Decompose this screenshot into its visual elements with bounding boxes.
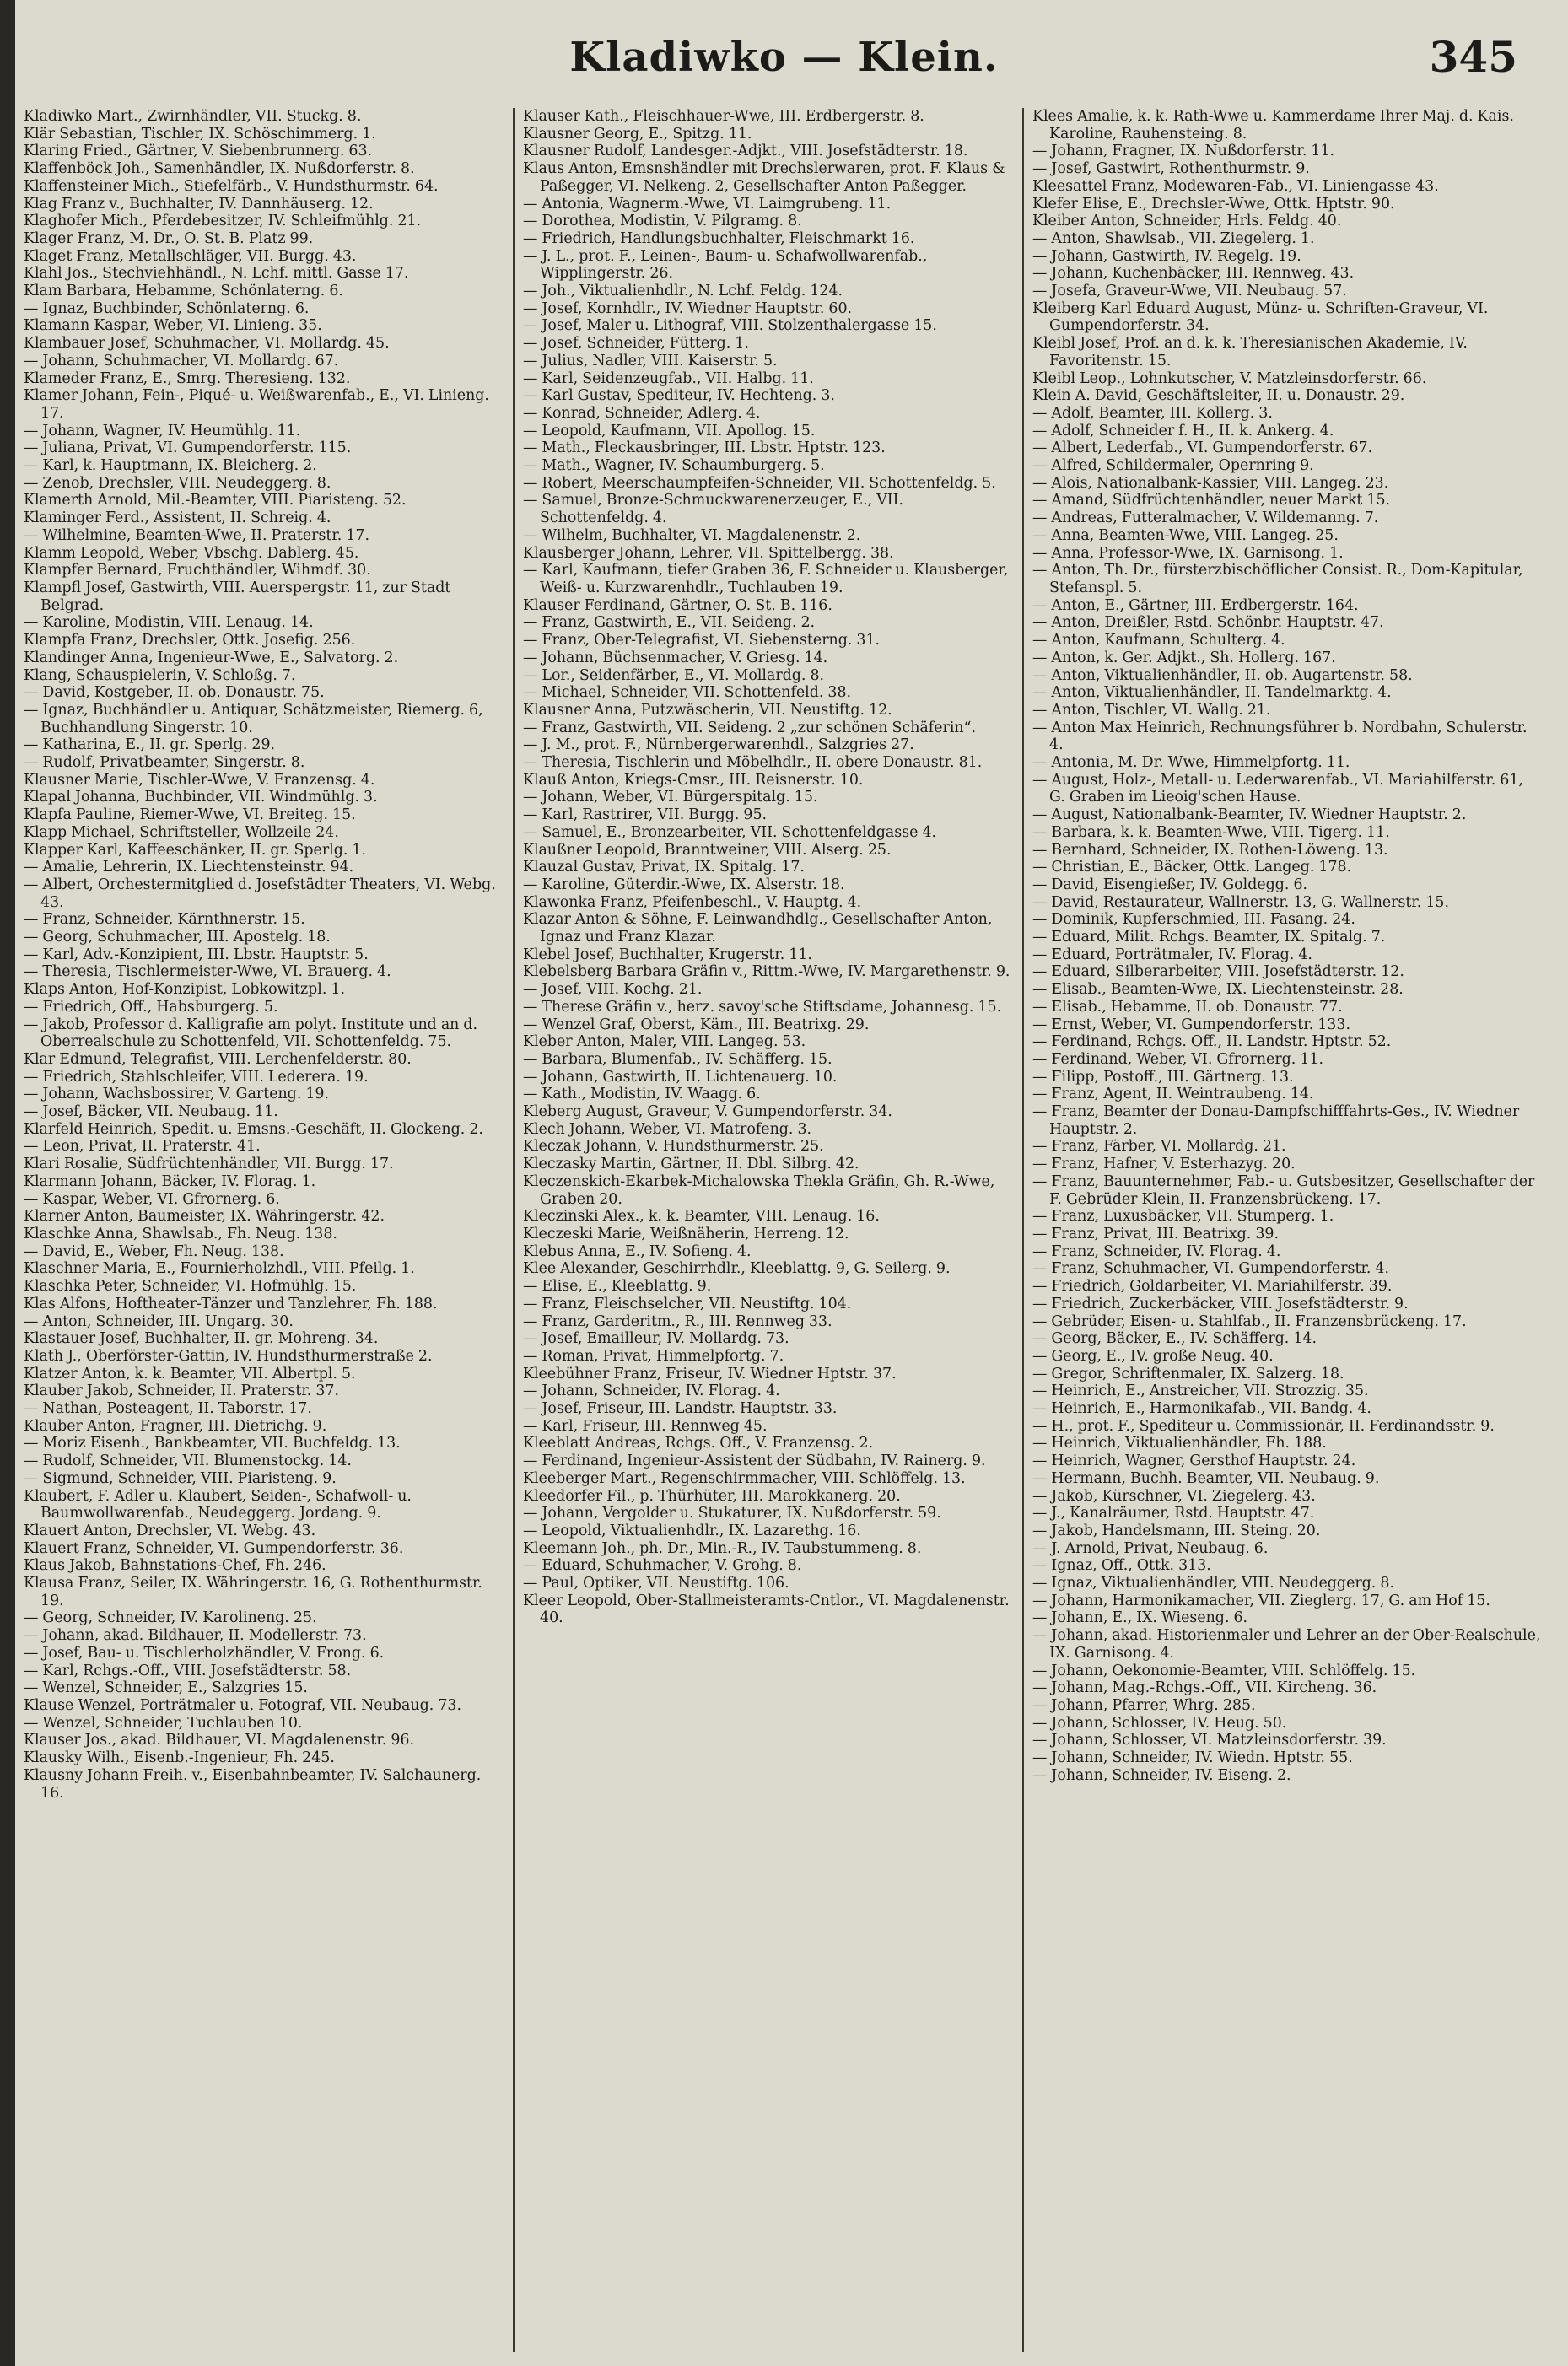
directory-entry: — Josefa, Graveur-Wwe, VII. Neubaug. 57. <box>1032 283 1347 300</box>
directory-entry: Klär Sebastian, Tischler, IX. Schöschimmerg. 1. <box>24 125 376 143</box>
directory-entry: — Michael, Schneider, VII. Schottenfeld. 38. <box>523 684 852 702</box>
directory-entry: Klaminger Ferd., Assistent, II. Schreig. 4. <box>24 509 331 527</box>
directory-entry: — Joh., Viktualienhdlr., N. Lchf. Feldg. 124. <box>523 283 843 300</box>
directory-entry: — Barbara, k. k. Beamten-Wwe, VIII. Tigerg. 11. <box>1032 823 1390 841</box>
directory-entry: Klee Alexander, Geschirrhdlr., Kleeblattg. 9, G. Seilerg. 9. <box>523 1260 951 1278</box>
directory-entry: — Dominik, Kupferschmied, III. Fasang. 24. <box>1032 911 1355 929</box>
page-header <box>0 25 1568 93</box>
directory-entry: Klam Barbara, Hebamme, Schönlaterng. 6. <box>24 283 343 300</box>
directory-entry: — Karl, Seidenzeugfab., VII. Halbg. 11. <box>523 369 814 387</box>
directory-entry: — Karl, Friseur, III. Rennweg 45. <box>523 1417 768 1435</box>
directory-entry: — Johann, Gastwirth, II. Lichtenauerg. 10. <box>523 1068 838 1086</box>
directory-entry: — Bernhard, Schneider, IX. Rothen-Löweng. 13. <box>1032 841 1388 859</box>
directory-entry: — Johann, Schneider, IV. Wiedn. Hptstr. 55. <box>1032 1749 1353 1767</box>
directory-entry: — Heinrich, E., Anstreicher, VII. Strozzig. 35. <box>1032 1382 1369 1400</box>
directory-entry: — Josef, Maler u. Lithograf, VIII. Stolzenthalergasse 15. <box>523 317 937 335</box>
directory-entry: — Johann, Büchsenmacher, V. Griesg. 14. <box>523 649 828 666</box>
directory-entry: — Josef, Bau- u. Tischlerholzhändler, V. Frong. 6. <box>24 1644 385 1662</box>
directory-entry: Klazar Anton & Söhne, F. Leinwandhdlg., Gesellschafter Anton, Ignaz und Franz Klazar. <box>523 911 993 946</box>
directory-entry: — Lor., Seidenfärber, E., VI. Mollardg. 8. <box>523 666 825 684</box>
directory-entry: Klebel Josef, Buchhalter, Krugerstr. 11. <box>523 946 812 963</box>
column-rule <box>1022 108 1024 2352</box>
directory-entry: — Albert, Lederfab., VI. Gumpendorferstr. 67. <box>1032 439 1373 457</box>
directory-entry: — Franz, Fleischselcher, VII. Neustiftg. 104. <box>523 1295 852 1312</box>
directory-entry: — Karl, Rchgs.-Off., VIII. Josefstädterstr. 58. <box>24 1662 352 1679</box>
directory-entry: — Friedrich, Goldarbeiter, VI. Mariahilferstr. 39. <box>1032 1278 1393 1296</box>
directory-entry: — Adolf, Schneider f. H., II. k. Ankerg. 4. <box>1032 422 1334 439</box>
directory-entry: — Franz, Luxusbäcker, VII. Stumperg. 1. <box>1032 1208 1334 1226</box>
directory-entry: — Eduard, Schuhmacher, V. Grohg. 8. <box>523 1557 802 1575</box>
directory-entry: — Theresia, Tischlermeister-Wwe, VI. Brauerg. 4. <box>24 963 391 981</box>
directory-entry: — Jakob, Kürschner, VI. Ziegelerg. 43. <box>1032 1487 1316 1505</box>
directory-entry: — Math., Fleckausbringer, III. Lbstr. Hptstr. 123. <box>523 439 886 457</box>
directory-entry: — Alfred, Schildermaler, Opernring 9. <box>1032 457 1314 475</box>
directory-entry: — Franz, Schuhmacher, VI. Gumpendorferstr. 4. <box>1032 1260 1389 1278</box>
directory-entry: — Wilhelmine, Beamten-Wwe, II. Praterstr. 17. <box>24 526 370 544</box>
directory-entry: — Wenzel Graf, Oberst, Käm., III. Beatrixg. 29. <box>523 1016 870 1033</box>
directory-entry: — Leon, Privat, II. Praterstr. 41. <box>24 1138 261 1156</box>
directory-entry: — Johann, Wagner, IV. Heumühlg. 11. <box>24 422 301 439</box>
directory-entry: Klaps Anton, Hof-Konzipist, Lobkowitzpl. 1. <box>24 981 345 999</box>
directory-entry: — Friedrich, Zuckerbäcker, VIII. Josefstädterstr. 9. <box>1032 1295 1409 1312</box>
directory-entry: — Ignaz, Off., Ottk. 313. <box>1032 1557 1211 1575</box>
directory-entry: — Georg, E., IV. große Neug. 40. <box>1032 1347 1274 1365</box>
directory-entry: — Karl Gustav, Spediteur, IV. Hechteng. 3. <box>523 387 835 405</box>
directory-entry: — Franz, Agent, II. Weintraubeng. 14. <box>1032 1086 1314 1103</box>
directory-entry: Klampfer Bernard, Fruchthändler, Wihmdf. 30. <box>24 562 371 579</box>
directory-entry: — Amand, Südfrüchtenhändler, neuer Markt 15. <box>1032 492 1391 509</box>
directory-entry: — Sigmund, Schneider, VIII. Piaristeng. 9. <box>24 1469 337 1487</box>
directory-entry: — Eduard, Milit. Rchgs. Beamter, IX. Spitalg. 7. <box>1032 929 1386 946</box>
directory-entry: — Albert, Orchestermitglied d. Josefstädter Theaters, VI. Webg. 43. <box>24 876 496 911</box>
directory-entry: Klaghofer Mich., Pferdebesitzer, IV. Schleifmühlg. 21. <box>24 213 422 230</box>
directory-entry: — Anton, Kaufmann, Schulterg. 4. <box>1032 632 1285 649</box>
directory-entry: Klang, Schauspielerin, V. Schloßg. 7. <box>24 666 296 684</box>
directory-entry: — Filipp, Postoff., III. Gärtnerg. 13. <box>1032 1068 1294 1086</box>
directory-entry: — Alois, Nationalbank-Kassier, VIII. Langeg. 23. <box>1032 474 1389 492</box>
directory-entry: — Anton, Th. Dr., fürsterzbischöflicher Consist. R., Dom-Kapitular, Stefanspl. 5. <box>1032 562 1523 596</box>
directory-entry: — Karoline, Güterdir.-Wwe, IX. Alserstr. 18. <box>523 876 845 893</box>
directory-entry: — Friedrich, Handlungsbuchhalter, Fleischmarkt 16. <box>523 229 915 247</box>
directory-entry: Klausberger Johann, Lehrer, VII. Spittelbergg. 38. <box>523 544 894 562</box>
directory-entry: — Jakob, Professor d. Kalligrafie am polyt. Institute und an d. Oberrealschule zu Schottenfeld, VII. Schottenfeldg. 75. <box>24 1016 478 1051</box>
directory-entry: Kleebühner Franz, Friseur, IV. Wiedner Hptstr. 37. <box>523 1365 897 1382</box>
directory-entry: — Adolf, Beamter, III. Kollerg. 3. <box>1032 404 1273 422</box>
directory-entry: — Katharina, E., II. gr. Sperlg. 29. <box>24 736 276 754</box>
directory-entry: — Franz, Hafner, V. Esterhazyg. 20. <box>1032 1156 1296 1173</box>
directory-entry: — Anton, Viktualienhändler, II. ob. Augartenstr. 58. <box>1032 666 1413 684</box>
directory-entry: — Theresia, Tischlerin und Möbelhdlr., II. obere Donaustr. 81. <box>523 754 983 772</box>
directory-entry: — Georg, Schneider, IV. Karolineng. 25. <box>24 1609 317 1627</box>
directory-entry: — Amalie, Lehrerin, IX. Liechtensteinstr. 94. <box>24 859 354 876</box>
directory-entry: — David, E., Weber, Fh. Neug. 138. <box>24 1242 284 1260</box>
directory-entry: — Anna, Beamten-Wwe, VIII. Langeg. 25. <box>1032 526 1339 544</box>
directory-entry: — Rudolf, Privatbeamter, Singerstr. 8. <box>24 754 305 772</box>
column-rule <box>513 108 515 2352</box>
directory-entry: — Wilhelm, Buchhalter, VI. Magdalenenstr. 2. <box>523 526 861 544</box>
directory-entry: — Barbara, Blumenfab., IV. Schäfferg. 15. <box>523 1050 832 1068</box>
directory-entry: — Friedrich, Off., Habsburgerg. 5. <box>24 998 278 1016</box>
directory-entry: Klampfa Franz, Drechsler, Ottk. Josefig. 256. <box>24 632 356 649</box>
directory-entry: — Gregor, Schriftenmaler, IX. Salzerg. 18. <box>1032 1365 1344 1382</box>
directory-entry: — Heinrich, Viktualienhändler, Fh. 188. <box>1032 1435 1327 1452</box>
directory-entry: — Zenob, Drechsler, VIII. Neudeggerg. 8. <box>24 474 331 492</box>
directory-entry: — Wenzel, Schneider, E., Salzgries 15. <box>24 1679 308 1697</box>
directory-entry: — Johann, Fragner, IX. Nußdorferstr. 11. <box>1032 143 1335 160</box>
column-1 <box>24 108 503 2352</box>
directory-entry: Klag Franz v., Buchhalter, IV. Dannhäuserg. 12. <box>24 195 374 213</box>
directory-entry: Kleibl Leop., Lohnkutscher, V. Matzleinsdorferstr. 66. <box>1032 369 1427 387</box>
directory-entry: Klaschke Anna, Shawlsab., Fh. Neug. 138. <box>24 1226 337 1242</box>
directory-entry: Klath J., Oberförster-Gattin, IV. Hundsthurmerstraße 2. <box>24 1347 433 1365</box>
directory-entry: — Josef, Emailleur, IV. Mollardg. 73. <box>523 1330 789 1348</box>
directory-entry: — Leopold, Kaufmann, VII. Apollog. 15. <box>523 422 816 439</box>
directory-entry: — August, Nationalbank-Beamter, IV. Wiedner Hauptstr. 2. <box>1032 806 1467 824</box>
directory-entry: — Samuel, Bronze-Schmuckwarenerzeuger, E., VII. Schottenfeldg. 4. <box>523 492 904 527</box>
directory-entry: — Dorothea, Modistin, V. Pilgramg. 8. <box>523 213 802 230</box>
directory-entry: — Johann, Schneider, IV. Florag. 4. <box>523 1382 780 1400</box>
directory-entry: — Franz, Gastwirth, VII. Seideng. 2 „zur schönen Schäferin“. <box>523 719 977 736</box>
directory-entry: Kleczasky Martin, Gärtner, II. Dbl. Silbrg. 42. <box>523 1156 859 1173</box>
directory-entry: — Franz, Ober-Telegrafist, VI. Siebensterng. 31. <box>523 632 881 649</box>
directory-entry: — Karoline, Modistin, VIII. Lenaug. 14. <box>24 614 314 632</box>
directory-entry: Kladiwko Mart., Zwirnhändler, VII. Stuckg. 8. <box>24 108 362 125</box>
directory-entry: — Johann, akad. Historienmaler und Lehrer an der Ober-Realschule, IX. Garnisong. 4. <box>1032 1627 1541 1662</box>
directory-columns <box>24 108 1542 2352</box>
directory-entry: — Juliana, Privat, VI. Gumpendorferstr. 115. <box>24 439 352 457</box>
directory-entry: Klaus Jakob, Bahnstations-Chef, Fh. 246. <box>24 1557 326 1575</box>
directory-entry: — Therese Gräfin v., herz. savoy'sche Stiftsdame, Johannesg. 15. <box>523 998 1002 1016</box>
directory-entry: — Anton, E., Gärtner, III. Erdbergerstr. 164. <box>1032 596 1359 614</box>
directory-entry: Klapp Michael, Schriftsteller, Wollzeile 24. <box>24 823 339 841</box>
directory-entry: Klager Franz, M. Dr., O. St. B. Platz 99. <box>24 229 314 247</box>
directory-entry: Klaußner Leopold, Branntweiner, VIII. Alserg. 25. <box>523 841 892 859</box>
directory-entry: — Elisab., Hebamme, II. ob. Donaustr. 77. <box>1032 998 1343 1016</box>
directory-entry: — Elise, E., Kleeblattg. 9. <box>523 1278 712 1296</box>
directory-entry: Klausner Anna, Putzwäscherin, VII. Neustiftg. 12. <box>523 701 892 719</box>
directory-entry: Klauert Anton, Drechsler, VI. Webg. 43. <box>24 1522 316 1539</box>
directory-entry: Klahl Jos., Stechviehhändl., N. Lchf. mittl. Gasse 17. <box>24 265 409 283</box>
directory-entry: — Julius, Nadler, VIII. Kaiserstr. 5. <box>523 352 778 369</box>
directory-entry: Klauber Anton, Fragner, III. Dietrichg. 9. <box>24 1417 327 1435</box>
directory-entry: — Rudolf, Schneider, VII. Blumenstockg. 14. <box>24 1452 352 1470</box>
directory-entry: Klamann Kaspar, Weber, VI. Linieng. 35. <box>24 317 322 335</box>
directory-entry: Klaubert, F. Adler u. Klaubert, Seiden-, Schafwoll- u. Baumwollwarenfab., Neudeggerg. Jordang. 9. <box>24 1487 412 1523</box>
directory-entry: Kleedorfer Fil., p. Thürhüter, III. Marokkanerg. 20. <box>523 1487 901 1505</box>
directory-entry: Klaschner Maria, E., Fournierholzhdl., VIII. Pfeilg. 1. <box>24 1260 415 1278</box>
directory-entry: — Kath., Modistin, IV. Waagg. 6. <box>523 1086 761 1103</box>
directory-entry: Klauser Ferdinand, Gärtner, O. St. B. 116. <box>523 596 832 614</box>
directory-entry: Klampfl Josef, Gastwirth, VIII. Auerspergstr. 11, zur Stadt Belgrad. <box>24 579 451 614</box>
directory-entry: — Karl, Adv.-Konzipient, III. Lbstr. Hauptstr. 5. <box>24 946 369 963</box>
directory-entry: — Heinrich, E., Harmonikafab., VII. Bandg. 4. <box>1032 1400 1371 1418</box>
directory-entry: — Ferdinand, Rchgs. Off., II. Landstr. Hptstr. 52. <box>1032 1033 1392 1051</box>
directory-entry: — Anton, k. Ger. Adjkt., Sh. Hollerg. 167. <box>1032 649 1336 666</box>
running-head: Kladiwko — Klein. <box>569 34 999 81</box>
directory-entry: Kleczenskich-Ekarbek-Michalowska Thekla Gräfin, Gh. R.-Wwe, Graben 20. <box>523 1172 995 1208</box>
directory-entry: Klamerth Arnold, Mil.-Beamter, VIII. Piaristeng. 52. <box>24 492 407 509</box>
directory-entry: Klees Amalie, k. k. Rath-Wwe u. Kammerdame Ihrer Maj. d. Kais. Karoline, Rauhensteing. 8. <box>1032 108 1514 143</box>
directory-entry: — Andreas, Futteralmacher, V. Wildemanng. 7. <box>1032 509 1379 527</box>
directory-entry: Kleczinski Alex., k. k. Beamter, VIII. Lenaug. 16. <box>523 1208 880 1226</box>
directory-entry: — Josef, VIII. Kochg. 21. <box>523 981 703 999</box>
directory-entry: Kleemann Joh., ph. Dr., Min.-R., IV. Taubstummeng. 8. <box>523 1539 922 1557</box>
directory-entry: Klar Edmund, Telegrafist, VIII. Lerchenfelderstr. 80. <box>24 1050 412 1068</box>
directory-entry: — Ignaz, Buchbinder, Schönlaterng. 6. <box>24 299 310 317</box>
directory-entry: Klausky Wilh., Eisenb.-Ingenieur, Fh. 245. <box>24 1749 335 1767</box>
directory-entry: — Karl, Rastrirer, VII. Burgg. 95. <box>523 806 768 824</box>
directory-entry: Klaffenböck Joh., Samenhändler, IX. Nußdorferstr. 8. <box>24 160 415 178</box>
directory-entry: — Anton, Shawlsab., VII. Ziegelerg. 1. <box>1032 229 1315 247</box>
directory-entry: — Johann, Kuchenbäcker, III. Rennweg. 43. <box>1032 265 1355 283</box>
directory-entry: Klauser Jos., akad. Bildhauer, VI. Magdalenenstr. 96. <box>24 1732 415 1749</box>
directory-entry: — Franz, Privat, III. Beatrixg. 39. <box>1032 1226 1280 1242</box>
directory-entry: — Franz, Gastwirth, E., VII. Seideng. 2. <box>523 614 816 632</box>
directory-entry: — Anton, Schneider, III. Ungarg. 30. <box>24 1312 294 1330</box>
directory-entry: — Heinrich, Wagner, Gersthof Hauptstr. 24. <box>1032 1452 1356 1470</box>
directory-entry: — Johann, Oekonomie-Beamter, VIII. Schlöffelg. 15. <box>1032 1662 1416 1679</box>
directory-entry: — August, Holz-, Metall- u. Lederwarenfab., VI. Mariahilferstr. 61, G. Graben im Lieoig'schen Hause. <box>1032 771 1523 806</box>
directory-entry: — Karl, k. Hauptmann, IX. Bleicherg. 2. <box>24 457 317 475</box>
directory-entry: Klebelsberg Barbara Gräfin v., Rittm.-Wwe, IV. Margarethenstr. 9. <box>523 963 1010 981</box>
directory-entry: Klameder Franz, E., Smrg. Theresieng. 132. <box>24 369 351 387</box>
directory-entry: Klauert Franz, Schneider, VI. Gumpendorferstr. 36. <box>24 1539 404 1557</box>
directory-entry: — Georg, Schuhmacher, III. Apostelg. 18. <box>24 929 331 946</box>
directory-entry: Klarmann Johann, Bäcker, IV. Florag. 1. <box>24 1172 316 1190</box>
directory-entry: Kleesattel Franz, Modewaren-Fab., VI. Liniengasse 43. <box>1032 177 1439 195</box>
directory-entry: — Roman, Privat, Himmelpfortg. 7. <box>523 1347 784 1365</box>
directory-entry: — J., Kanalräumer, Rstd. Hauptstr. 47. <box>1032 1505 1315 1523</box>
directory-entry: Klein A. David, Geschäftsleiter, II. u. Donaustr. 29. <box>1032 387 1405 405</box>
directory-entry: — Johann, Schuhmacher, VI. Mollardg. 67. <box>24 352 339 369</box>
directory-entry: — Gebrüder, Eisen- u. Stahlfab., II. Franzensbrückeng. 17. <box>1032 1312 1467 1330</box>
directory-entry: — Moriz Eisenh., Bankbeamter, VII. Buchfeldg. 13. <box>24 1435 401 1452</box>
directory-entry: — Friedrich, Stahlschleifer, VIII. Lederera. 19. <box>24 1068 369 1086</box>
directory-entry: Klaschka Peter, Schneider, VI. Hofmühlg. 15. <box>24 1278 357 1296</box>
directory-entry: Klausny Johann Freih. v., Eisenbahnbeamter, IV. Salchaunerg. 16. <box>24 1766 482 1802</box>
directory-entry: — Anton Max Heinrich, Rechnungsführer b. Nordbahn, Schulerstr. 4. <box>1032 719 1528 754</box>
directory-entry: — Josef, Bäcker, VII. Neubaug. 11. <box>24 1103 278 1121</box>
directory-entry: — Jakob, Handelsmann, III. Steing. 20. <box>1032 1522 1321 1539</box>
directory-entry: Klebus Anna, E., IV. Sofieng. 4. <box>523 1242 752 1260</box>
directory-entry: Klaffensteiner Mich., Stiefelfärb., V. Hundsthurmstr. 64. <box>24 177 439 195</box>
directory-entry: Klas Alfons, Hoftheater-Tänzer und Tanzlehrer, Fh. 188. <box>24 1295 438 1312</box>
directory-entry: — H., prot. F., Spediteur u. Commissionär, II. Ferdinandsstr. 9. <box>1032 1417 1495 1435</box>
directory-entry: — Josef, Gastwirt, Rothenthurmstr. 9. <box>1032 160 1310 178</box>
directory-entry: Klandinger Anna, Ingenieur-Wwe, E., Salvatorg. 2. <box>24 649 399 666</box>
directory-entry: — Paul, Optiker, VII. Neustiftg. 106. <box>523 1575 789 1593</box>
directory-entry: — Hermann, Buchh. Beamter, VII. Neubaug. 9. <box>1032 1469 1380 1487</box>
directory-entry: — Ferdinand, Ingenieur-Assistent der Südbahn, IV. Rainerg. 9. <box>523 1452 986 1470</box>
directory-entry: — Josef, Schneider, Fütterg. 1. <box>523 335 749 353</box>
directory-entry: — Franz, Färber, VI. Mollardg. 21. <box>1032 1138 1286 1156</box>
directory-entry: Kleeblatt Andreas, Rchgs. Off., V. Franzensg. 2. <box>523 1435 874 1452</box>
directory-entry: — Johann, Vergolder u. Stukaturer, IX. Nußdorferstr. 59. <box>523 1505 941 1523</box>
directory-entry: — Elisab., Beamten-Wwe, IX. Liechtensteinstr. 28. <box>1032 981 1404 999</box>
directory-entry: — Johann, Mag.-Rchgs.-Off., VII. Kircheng. 36. <box>1032 1679 1377 1697</box>
directory-entry: Klefer Elise, E., Drechsler-Wwe, Ottk. Hptstr. 90. <box>1032 195 1395 213</box>
directory-entry: Klech Johann, Weber, VI. Matrofeng. 3. <box>523 1120 812 1138</box>
directory-entry: — Math., Wagner, IV. Schaumburgerg. 5. <box>523 457 825 475</box>
directory-entry: Klamm Leopold, Weber, Vbschg. Dablerg. 45. <box>24 544 359 562</box>
directory-entry: — Georg, Bäcker, E., IV. Schäfferg. 14. <box>1032 1330 1317 1348</box>
directory-entry: — Ernst, Weber, VI. Gumpendorferstr. 133. <box>1032 1016 1350 1033</box>
directory-entry: Kleczeski Marie, Weißnäherin, Herreng. 12. <box>523 1226 849 1242</box>
column-3 <box>1032 108 1542 2352</box>
directory-entry: Klausner Rudolf, Landesger.-Adjkt., VIII. Josefstädterstr. 18. <box>523 143 968 160</box>
directory-entry: — Franz, Bauunternehmer, Fab.- u. Gutsbesitzer, Gesellschafter der F. Gebrüder Klein, II. Franzensbrückeng. 17. <box>1032 1172 1535 1208</box>
directory-entry: — Johann, Schlosser, VI. Matzleinsdorferstr. 39. <box>1032 1732 1387 1749</box>
directory-entry: Kleer Leopold, Ober-Stallmeisteramts-Cntlor., VI. Magdalenenstr. 40. <box>523 1592 1010 1627</box>
directory-entry: — Josef, Kornhdlr., IV. Wiedner Hauptstr. 60. <box>523 299 853 317</box>
directory-entry: Klatzer Anton, k. k. Beamter, VII. Albertpl. 5. <box>24 1365 356 1382</box>
directory-entry: Klauß Anton, Kriegs-Cmsr., III. Reisnerstr. 10. <box>523 771 864 789</box>
directory-entry: — Robert, Meerschaumpfeifen-Schneider, VII. Schottenfeldg. 5. <box>523 474 996 492</box>
directory-entry: Klastauer Josef, Buchhalter, II. gr. Mohreng. 34. <box>24 1330 379 1348</box>
directory-entry: — Franz, Schneider, Kärnthnerstr. 15. <box>24 911 305 929</box>
directory-entry: — Anton, Tischler, VI. Wallg. 21. <box>1032 701 1271 719</box>
directory-entry: — Johann, Wachsbossirer, V. Garteng. 19. <box>24 1086 330 1103</box>
directory-entry: — Josef, Friseur, III. Landstr. Hauptstr. 33. <box>523 1400 838 1418</box>
directory-entry: — Johann, Schlosser, IV. Heug. 50. <box>1032 1714 1287 1732</box>
directory-entry: Klausa Franz, Seiler, IX. Währingerstr. 16, G. Rothenthurmstr. 19. <box>24 1575 482 1609</box>
directory-entry: Kleber Anton, Maler, VIII. Langeg. 53. <box>523 1033 806 1051</box>
column-2 <box>523 108 1012 2352</box>
directory-entry: — Franz, Schneider, IV. Florag. 4. <box>1032 1242 1281 1260</box>
directory-entry: — Franz, Beamter der Donau-Dampfschifffahrts-Ges., IV. Wiedner Hauptstr. 2. <box>1032 1103 1520 1138</box>
directory-entry: Kleeberger Mart., Regenschirmmacher, VIII. Schlöffelg. 13. <box>523 1469 966 1487</box>
directory-entry: — Ignaz, Buchhändler u. Antiquar, Schätzmeister, Riemerg. 6, Buchhandlung Singerstr. 10. <box>24 701 483 736</box>
directory-entry: — Johann, Harmonikamacher, VII. Zieglerg. 17, G. am Hof 15. <box>1032 1592 1490 1609</box>
directory-entry: Kleczak Johann, V. Hundsthurmerstr. 25. <box>523 1138 824 1156</box>
page-number: 345 <box>1429 32 1517 82</box>
directory-entry: — Konrad, Schneider, Adlerg. 4. <box>523 404 761 422</box>
directory-entry: Klambauer Josef, Schuhmacher, VI. Mollardg. 45. <box>24 335 390 353</box>
directory-entry: — Johann, Weber, VI. Bürgerspitalg. 15. <box>523 789 818 806</box>
directory-entry: — Johann, E., IX. Wieseng. 6. <box>1032 1609 1248 1627</box>
directory-entry: Klawonka Franz, Pfeifenbeschl., V. Hauptg. 4. <box>523 893 862 911</box>
directory-entry: Klarfeld Heinrich, Spedit. u. Emsns.-Geschäft, II. Glockeng. 2. <box>24 1120 483 1138</box>
directory-entry: Klausner Georg, E., Spitzg. 11. <box>523 125 752 143</box>
directory-entry: Kleibl Josef, Prof. an d. k. k. Theresianischen Akademie, IV. Favoritenstr. 15. <box>1032 335 1468 369</box>
directory-entry: — Wenzel, Schneider, Tuchlauben 10. <box>24 1714 303 1732</box>
directory-entry: — Anton, Dreißler, Rstd. Schönbr. Hauptstr. 47. <box>1032 614 1384 632</box>
directory-entry: Klauzal Gustav, Privat, IX. Spitalg. 17. <box>523 859 805 876</box>
directory-entry: — J. Arnold, Privat, Neubaug. 6. <box>1032 1539 1269 1557</box>
directory-entry: — J. L., prot. F., Leinen-, Baum- u. Schafwollwarenfab., Wipplingerstr. 26. <box>523 247 928 283</box>
directory-entry: Klarner Anton, Baumeister, IX. Währingerstr. 42. <box>24 1208 385 1226</box>
directory-entry: — Johann, Pfarrer, Whrg. 285. <box>1032 1696 1256 1714</box>
directory-entry: Klaring Fried., Gärtner, V. Siebenbrunnerg. 63. <box>24 143 373 160</box>
directory-entry: — Eduard, Porträtmaler, IV. Florag. 4. <box>1032 946 1312 963</box>
directory-entry: Klauser Kath., Fleischhauer-Wwe, III. Erdbergerstr. 8. <box>523 108 924 125</box>
directory-entry: — David, Kostgeber, II. ob. Donaustr. 75. <box>24 684 325 702</box>
directory-entry: Klamer Johann, Fein-, Piqué- u. Weißwarenfab., E., VI. Linieng. 17. <box>24 387 489 422</box>
directory-entry: Klapper Karl, Kaffeeschänker, II. gr. Sperlg. 1. <box>24 841 367 859</box>
directory-entry: — David, Eisengießer, IV. Goldegg. 6. <box>1032 876 1308 893</box>
directory-entry: — Anton, Viktualienhändler, II. Tandelmarktg. 4. <box>1032 684 1392 702</box>
directory-entry: Kleiber Anton, Schneider, Hrls. Feldg. 40. <box>1032 213 1342 230</box>
directory-entry: — Leopold, Viktualienhdlr., IX. Lazarethg. 16. <box>523 1522 861 1539</box>
page-edge-shadow <box>0 0 15 2366</box>
directory-entry: — Anna, Professor-Wwe, IX. Garnisong. 1. <box>1032 544 1344 562</box>
directory-entry: Klaget Franz, Metallschläger, VII. Burgg. 43. <box>24 247 357 265</box>
directory-entry: Klause Wenzel, Porträtmaler u. Fotograf, VII. Neubaug. 73. <box>24 1696 461 1714</box>
directory-entry: — Antonia, Wagnerm.-Wwe, VI. Laimgrubeng. 11. <box>523 195 892 213</box>
directory-entry: — Johann, Schneider, IV. Eiseng. 2. <box>1032 1766 1291 1784</box>
directory-entry: — Karl, Kaufmann, tiefer Graben 36, F. Schneider u. Klausberger, Weiß- u. Kurzwarenhdlr., Tuchlauben 19. <box>523 562 1009 596</box>
directory-entry: — J. M., prot. F., Nürnbergerwarenhdl., Salzgries 27. <box>523 736 914 754</box>
directory-entry: — Johann, Gastwirth, IV. Regelg. 19. <box>1032 247 1301 265</box>
directory-entry: Kleberg August, Graveur, V. Gumpendorferstr. 34. <box>523 1103 892 1121</box>
directory-entry: — Nathan, Posteagent, II. Taborstr. 17. <box>24 1400 312 1418</box>
directory-entry: — Eduard, Silberarbeiter, VIII. Josefstädterstr. 12. <box>1032 963 1404 981</box>
directory-entry: — Antonia, M. Dr. Wwe, Himmelpfortg. 11. <box>1032 754 1350 772</box>
directory-entry: — Franz, Garderitm., R., III. Rennweg 33. <box>523 1312 832 1330</box>
directory-entry: Klapfa Pauline, Riemer-Wwe, VI. Breiteg. 15. <box>24 806 356 824</box>
directory-entry: Kleiberg Karl Eduard August, Münz- u. Schriften-Graveur, VI. Gumpendorferstr. 34. <box>1032 299 1489 335</box>
directory-entry: — Ferdinand, Weber, VI. Gfrornerg. 11. <box>1032 1050 1323 1068</box>
directory-entry: — Johann, akad. Bildhauer, II. Modellerstr. 73. <box>24 1627 367 1645</box>
directory-entry: Klari Rosalie, Südfrüchtenhändler, VII. Burgg. 17. <box>24 1156 394 1173</box>
directory-entry: — Ignaz, Viktualienhändler, VIII. Neudeggerg. 8. <box>1032 1575 1394 1593</box>
directory-entry: — Samuel, E., Bronzearbeiter, VII. Schottenfeldgasse 4. <box>523 823 937 841</box>
directory-entry: Klaus Anton, Emsnshändler mit Drechslerwaren, prot. F. Klaus & Paßegger, VI. Nelkeng. 2, Gesellschafter Anton Paßegger. <box>523 160 1005 195</box>
directory-entry: — Christian, E., Bäcker, Ottk. Langeg. 178. <box>1032 859 1352 876</box>
directory-entry: — Kaspar, Weber, VI. Gfrornerg. 6. <box>24 1190 280 1208</box>
directory-entry: Klauber Jakob, Schneider, II. Praterstr. 37. <box>24 1382 340 1400</box>
directory-entry: Klausner Marie, Tischler-Wwe, V. Franzensg. 4. <box>24 771 375 789</box>
directory-entry: Klapal Johanna, Buchbinder, VII. Windmühlg. 3. <box>24 789 378 806</box>
directory-entry: — David, Restaurateur, Wallnerstr. 13, G. Wallnerstr. 15. <box>1032 893 1450 911</box>
